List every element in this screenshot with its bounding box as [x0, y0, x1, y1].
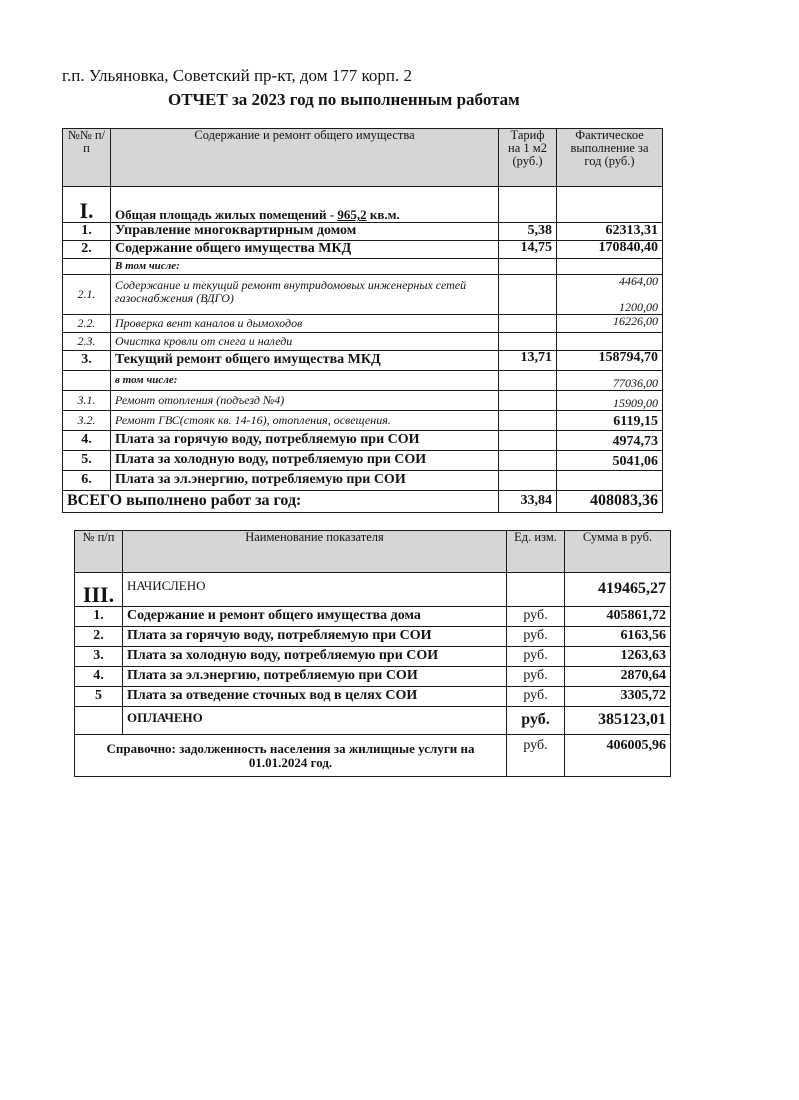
col-header-actual: Фактическое выполнение за год (руб.)	[557, 129, 663, 187]
reference-row	[75, 735, 671, 777]
reference-label: Справочно: задолженность населения за жилищные услуги на 01.01.2024 год.	[75, 735, 507, 777]
address-line: г.п. Ульяновка, Советский пр-кт, дом 177 корп. 2	[62, 66, 412, 85]
area-value: 965,2	[337, 207, 367, 223]
table-row: 2.3. Очистка кровли от снега и наледи	[63, 333, 663, 351]
paid-row	[75, 707, 671, 735]
table-row: 2.2. Проверка вент каналов и дымоходов 16226,00	[63, 315, 663, 333]
total-tariff: 33,84	[499, 491, 557, 513]
table-row: 3. Плата за холодную воду, потребляемую при СОИ руб. 1263,63	[75, 647, 671, 667]
table-row: в том числе: 77036,00	[63, 371, 663, 391]
table-row: В том числе:	[63, 259, 663, 275]
report-title: ОТЧЕТ за 2023 год по выполненным работам	[168, 90, 520, 109]
col-header-content: Содержание и ремонт общего имущества	[111, 129, 499, 187]
accruals-table	[74, 530, 671, 777]
table-row: 1. Содержание и ремонт общего имущества дома руб. 405861,72	[75, 607, 671, 627]
table-row: 2. Содержание общего имущества МКД 14,75 170840,40	[63, 241, 663, 259]
reference-unit: руб.	[507, 735, 565, 777]
total-label: ВСЕГО выполнено работ за год:	[63, 491, 499, 513]
table-row: 1. Управление многоквартирным домом 5,38 62313,31	[63, 223, 663, 241]
section-row	[63, 187, 663, 223]
table-row: 3.2. Ремонт ГВС(стояк кв. 14-16), отопления, освещения. 6119,15	[63, 411, 663, 431]
reference-value: 406005,96	[565, 735, 671, 777]
section-label: Общая площадь жилых помещений - 965,2 кв.м.	[111, 187, 499, 223]
table-row: 3. Текущий ремонт общего имущества МКД 13,71 158794,70	[63, 351, 663, 371]
section-num: I.	[63, 187, 111, 223]
total-value: 408083,36	[557, 491, 663, 513]
paid-label: ОПЛАЧЕНО	[123, 707, 507, 735]
section-num-3: III.	[75, 573, 123, 607]
value-2-1b: 1200,00	[619, 300, 658, 315]
table-row: 4. Плата за горячую воду, потребляемую при СОИ 4974,73	[63, 431, 663, 451]
table-row: 2.1. Содержание и текущий ремонт внутридомовых инженерных сетей газоснабжения (ВДГО) 4464,00 1200,00	[63, 275, 663, 315]
accrued-value: 419465,27	[565, 573, 671, 607]
col-header-num2: № п/п	[75, 531, 123, 573]
table-row: 6. Плата за эл.энергию, потребляемую при СОИ	[63, 471, 663, 491]
total-row	[63, 491, 663, 513]
col-header-unit: Ед. изм.	[507, 531, 565, 573]
col-header-num: №№ п/п	[63, 129, 111, 187]
accrued-label: НАЧИСЛЕНО	[123, 573, 507, 607]
paid-value: 385123,01	[565, 707, 671, 735]
col-header-name: Наименование показателя	[123, 531, 507, 573]
table-row: 3.1. Ремонт отопления (подъезд №4) 15909,00	[63, 391, 663, 411]
table-row: 4. Плата за эл.энергию, потребляемую при СОИ руб. 2870,64	[75, 667, 671, 687]
col-header-tariff: Тариф на 1 м2 (руб.)	[499, 129, 557, 187]
col-header-sum: Сумма в руб.	[565, 531, 671, 573]
table-row: 5. Плата за холодную воду, потребляемую при СОИ 5041,06	[63, 451, 663, 471]
value-2-1a: 4464,00	[619, 274, 658, 288]
table-row: 2. Плата за горячую воду, потребляемую при СОИ руб. 6163,56	[75, 627, 671, 647]
table-row: 5 Плата за отведение сточных вод в целях СОИ руб. 3305,72	[75, 687, 671, 707]
section-row	[75, 573, 671, 607]
works-table	[62, 128, 663, 513]
paid-unit: руб.	[507, 707, 565, 735]
